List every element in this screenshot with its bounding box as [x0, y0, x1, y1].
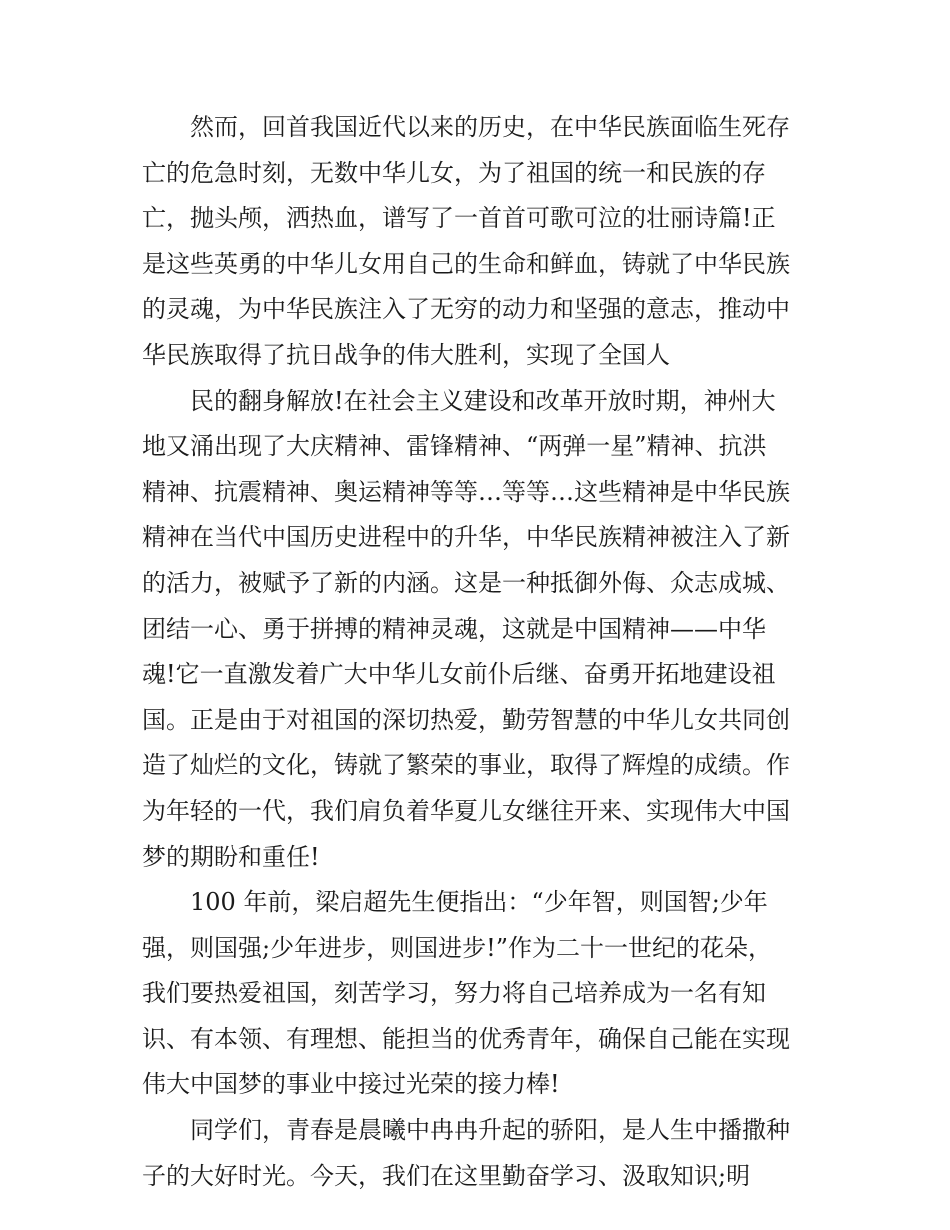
text-line: 亡，抛头颅，洒热血，谱写了一首首可歌可泣的壮丽诗篇!正 [142, 204, 776, 233]
text-line: 华民族取得了抗日战争的伟大胜利，实现了全国人 [142, 340, 670, 369]
text-line: 同学们，青春是晨曦中冉冉升起的骄阳，是人生中播撒种 [190, 1116, 790, 1145]
text-line: 100 年前，梁启超先生便指出：“少年智，则国智;少年 [190, 888, 768, 917]
text-line: 梦的期盼和重任! [142, 842, 320, 871]
text-line: 识、有本领、有理想、能担当的优秀青年，确保自己能在实现 [142, 1024, 790, 1053]
text-line: 团结一心、勇于拼搏的精神灵魂，这就是中国精神——中华 [142, 614, 766, 643]
text-line: 国。正是由于对祖国的深切热爱，勤劳智慧的中华儿女共同创 [142, 705, 790, 734]
text-line: 的活力，被赋予了新的内涵。这是一种抵御外侮、众志成城、 [142, 568, 790, 597]
text-line: 为年轻的一代，我们肩负着华夏儿女继往开来、实现伟大中国 [142, 796, 790, 825]
text-line: 的灵魂，为中华民族注入了无穷的动力和坚强的意志，推动中 [142, 295, 790, 324]
text-line: 强，则国强;少年进步，则国进步!”作为二十一世纪的花朵， [142, 933, 772, 962]
paragraph-1 [142, 105, 814, 379]
document-body [142, 105, 814, 1199]
text-line: 子的大好时光。今天，我们在这里勤奋学习、汲取知识;明 [142, 1161, 751, 1190]
text-line: 伟大中国梦的事业中接过光荣的接力棒! [142, 1070, 560, 1099]
paragraph-4 [142, 1108, 814, 1199]
text-line: 民的翻身解放!在社会主义建设和改革开放时期，神州大 [190, 386, 776, 415]
paragraph-2 [142, 379, 814, 881]
text-line: 是这些英勇的中华儿女用自己的生命和鲜血，铸就了中华民族 [142, 249, 790, 278]
text-line: 精神、抗震精神、奥运精神等等…等等…这些精神是中华民族 [142, 477, 790, 506]
text-line: 精神在当代中国历史进程中的升华，中华民族精神被注入了新 [142, 523, 790, 552]
text-line: 造了灿烂的文化，铸就了繁荣的事业，取得了辉煌的成绩。作 [142, 751, 790, 780]
text-line: 然而，回首我国近代以来的历史，在中华民族面临生死存 [190, 113, 790, 141]
text-line: 亡的危急时刻，无数中华儿女，为了祖国的统一和民族的存 [142, 158, 766, 187]
paragraph-3 [142, 880, 814, 1108]
text-line: 我们要热爱祖国，刻苦学习，努力将自己培养成为一名有知 [142, 979, 766, 1008]
text-line: 魂!它一直激发着广大中华儿女前仆后继、奋勇开拓地建设祖 [142, 660, 776, 689]
text-line: 地又涌出现了大庆精神、雷锋精神、“两弹一星”精神、抗洪 [142, 432, 767, 461]
